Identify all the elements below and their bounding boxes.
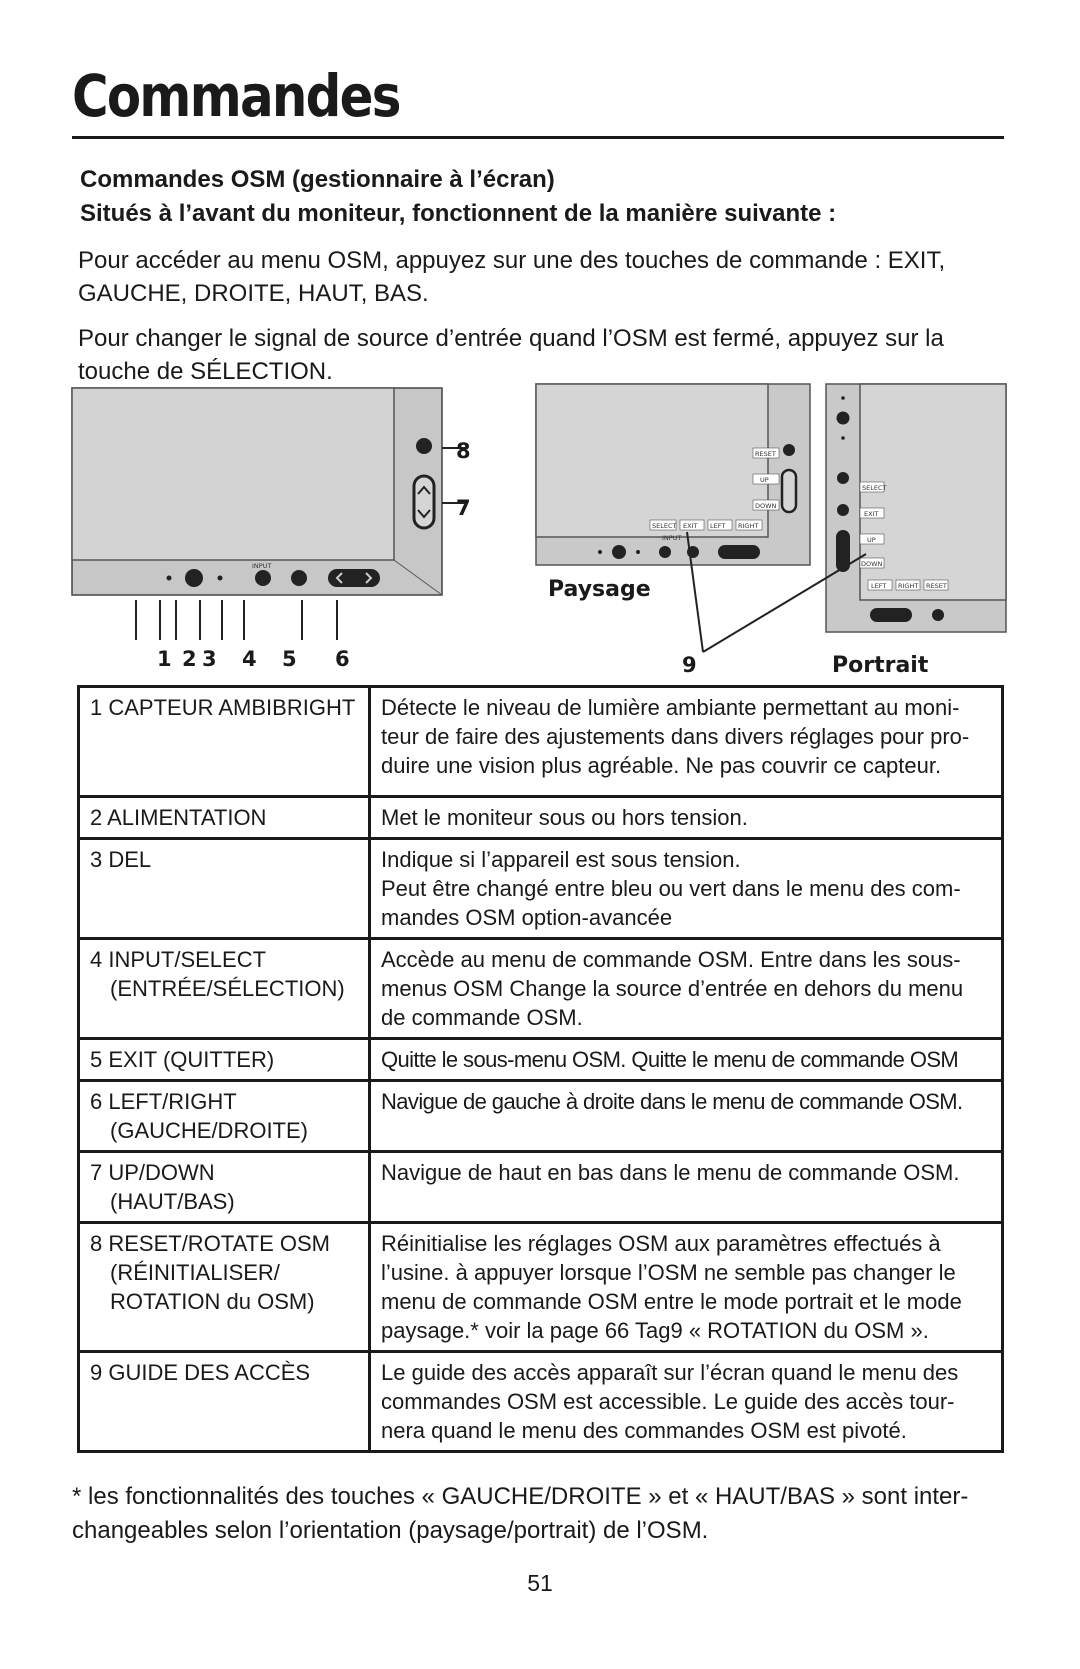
svg-text:DOWN: DOWN xyxy=(755,502,777,510)
table-row xyxy=(79,1152,1003,1223)
controls-table xyxy=(77,685,1004,1453)
svg-text:RESET: RESET xyxy=(755,450,776,458)
svg-text:SELECT: SELECT xyxy=(862,484,887,492)
callout-2: 2 xyxy=(182,647,197,671)
control-name: 3 DEL xyxy=(90,847,152,872)
control-description: Accède au menu de commande OSM. Entre dans les sous- menus OSM Change la source d’entrée en dehors du menu de commande OSM. xyxy=(381,947,964,1030)
control-description: Quitte le sous-menu OSM. Quitte le menu de commande OSM xyxy=(381,1047,959,1072)
svg-text:EXIT: EXIT xyxy=(864,510,879,518)
table-row xyxy=(79,1039,1003,1081)
control-name-line3: ROTATION du OSM) xyxy=(110,1289,315,1314)
control-description: Le guide des accès apparaît sur l’écran quand le menu des commandes OSM est accessible. Le guide des accès tour- nera quand le menu des commandes OSM est pivoté. xyxy=(381,1360,959,1443)
table-row xyxy=(79,839,1003,939)
callout-5: 5 xyxy=(282,647,297,671)
callout-3: 3 xyxy=(202,647,217,671)
control-name-line2: (ENTRÉE/SÉLECTION) xyxy=(110,976,345,1001)
control-name: 7 UP/DOWN xyxy=(90,1160,215,1185)
table-row xyxy=(79,797,1003,839)
callout-4: 4 xyxy=(242,647,257,671)
landscape-monitor xyxy=(536,384,810,565)
control-name: 2 ALIMENTATION xyxy=(90,805,267,830)
control-name: 6 LEFT/RIGHT xyxy=(90,1089,237,1114)
control-name: 9 GUIDE DES ACCÈS xyxy=(90,1360,311,1385)
power-button xyxy=(185,569,203,587)
table-row xyxy=(79,1081,1003,1152)
svg-text:DOWN: DOWN xyxy=(861,560,883,568)
svg-text:RESET: RESET xyxy=(926,582,947,590)
led-indicator xyxy=(218,576,223,581)
table-row xyxy=(79,1352,1003,1452)
control-description: Indique si l’appareil est sous tension. Peut être changé entre bleu ou vert dans le menu des com- mandes OSM option-avancée xyxy=(381,847,961,930)
title-rule xyxy=(72,136,1004,139)
table-row xyxy=(79,687,1003,797)
svg-text:SELECT: SELECT xyxy=(652,522,677,530)
monitor-front-figure xyxy=(72,388,471,678)
intro-paragraph-2: Pour changer le signal de source d’entrée quand l’OSM est fermé, appuyez sur la touche de SÉLECTION. xyxy=(78,325,944,385)
reset-button xyxy=(416,438,432,454)
control-name: 8 RESET/ROTATE OSM xyxy=(90,1231,330,1256)
up-down-button xyxy=(414,476,434,528)
access-guide-figure xyxy=(530,380,1008,678)
control-name: 5 EXIT (QUITTER) xyxy=(90,1047,275,1072)
control-description: Navigue de haut en bas dans le menu de commande OSM. xyxy=(381,1160,960,1185)
control-description: Navigue de gauche à droite dans le menu de commande OSM. xyxy=(381,1089,963,1114)
page-title: Commandes xyxy=(72,62,400,130)
svg-text:RIGHT: RIGHT xyxy=(898,582,919,590)
subheading-location: Situés à l’avant du moniteur, fonctionnent de la manière suivante : xyxy=(80,200,837,227)
svg-text:LEFT: LEFT xyxy=(871,582,887,590)
control-name-line2: (HAUT/BAS) xyxy=(110,1189,235,1214)
portrait-label: Portrait xyxy=(832,653,929,678)
callout-7: 7 xyxy=(456,496,471,520)
monitor-screen xyxy=(72,388,394,560)
callout-6: 6 xyxy=(335,647,350,671)
callout-9: 9 xyxy=(682,653,697,677)
svg-text:RIGHT: RIGHT xyxy=(738,522,759,530)
svg-text:EXIT: EXIT xyxy=(683,522,698,530)
subheading-osm: Commandes OSM (gestionnaire à l’écran) xyxy=(80,166,555,193)
control-description: Détecte le niveau de lumière ambiante permettant au moni- teur de faire des ajustements dans divers réglages pour pro- duire une vision plus agréable. Ne pas couvrir ce capteur. xyxy=(381,695,970,778)
control-name-line2: (GAUCHE/DROITE) xyxy=(110,1118,308,1143)
callout-1: 1 xyxy=(157,647,172,671)
exit-button xyxy=(291,570,307,586)
ambibright-sensor xyxy=(167,576,172,581)
control-name: 1 CAPTEUR AMBIBRIGHT xyxy=(90,695,356,720)
control-name: 4 INPUT/SELECT xyxy=(90,947,267,972)
footnote: * les fonctionnalités des touches « GAUCHE/DROITE » et « HAUT/BAS » sont inter-changeables selon l’orientation (paysage/portrait) de l’OSM. xyxy=(72,1483,969,1544)
input-select-button xyxy=(255,570,271,586)
input-label: INPUT xyxy=(252,562,272,570)
svg-text:LEFT: LEFT xyxy=(710,522,726,530)
portrait-monitor xyxy=(826,384,1006,632)
landscape-label: Paysage xyxy=(548,577,651,602)
control-description: Met le moniteur sous ou hors tension. xyxy=(381,805,748,830)
intro-paragraph-1: Pour accéder au menu OSM, appuyez sur une des touches de commande : EXIT, GAUCHE, DROITE, HAUT, BAS. xyxy=(78,247,946,307)
callout-8: 8 xyxy=(456,439,471,463)
page-number: 51 xyxy=(527,1570,553,1596)
control-name-line2: (RÉINITIALISER/ xyxy=(110,1260,280,1285)
svg-text:INPUT: INPUT xyxy=(662,534,682,542)
table-row xyxy=(79,939,1003,1039)
table-row xyxy=(79,1223,1003,1352)
svg-text:UP: UP xyxy=(867,536,876,544)
svg-text:UP: UP xyxy=(760,476,769,484)
control-description: Réinitialise les réglages OSM aux paramètres effectués à l’usine. à appuyer lorsque l’OSM ne semble pas changer le menu de commande OSM entre le mode portrait et le mode paysage.* voir la page 66 Tag9 « ROTATION du OSM ». xyxy=(381,1231,962,1343)
